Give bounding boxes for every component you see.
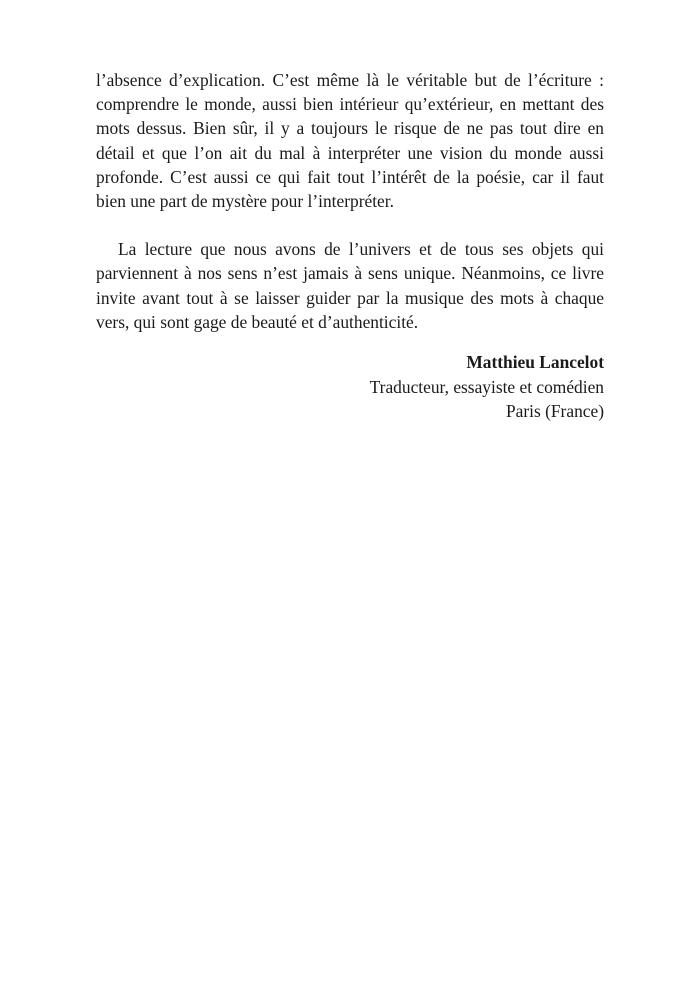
signature-block [96, 350, 604, 424]
paragraph-2: La lecture que nous avons de l’univers et de tous ses objets qui parviennent à nos sens n’est jamais à sens unique. Néanmoins, ce livre invite avant tout à se laisser guider par la musique des mots à chaque vers, qui sont gage de beauté et d’authenticité. [96, 239, 604, 332]
paragraph-1: l’absence d’explication. C’est même là le véritable but de l’écriture : comprendre le monde, aussi bien intérieur qu’extérieur, en mettant des mots dessus. Bien sûr, il y a toujours le risque de ne pas tout dire en détail et que l’on ait du mal à interpréter une vision du monde aussi profonde. C’est aussi ce qui fait tout l’intérêt de la poésie, car il faut bien une part de mystère pour l’interpréter. [96, 70, 604, 212]
body-text [96, 68, 604, 424]
author-name: Matthieu Lancelot [466, 352, 604, 373]
author-location: Paris (France) [505, 401, 604, 422]
author-title: Traducteur, essayiste et comédien [369, 376, 604, 397]
